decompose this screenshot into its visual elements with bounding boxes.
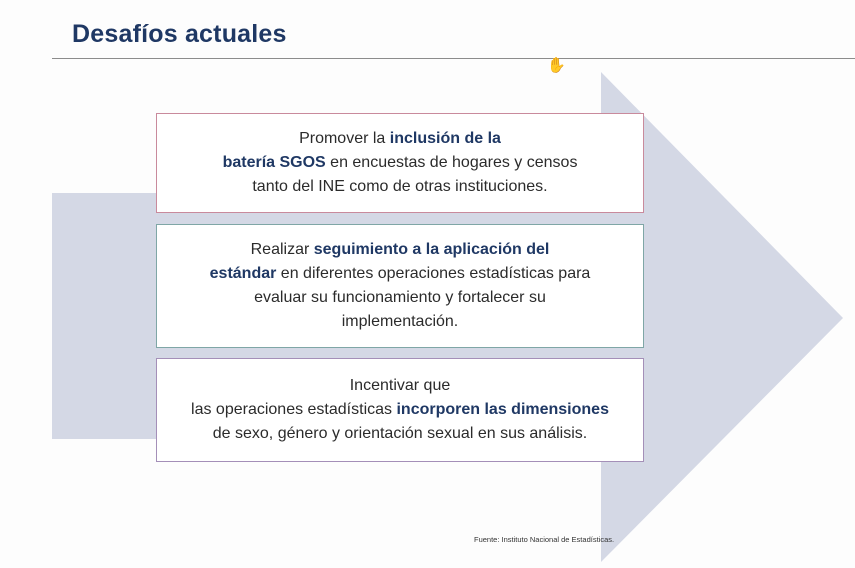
challenge-2-part-3: estándar: [209, 265, 277, 282]
challenge-text-3: [191, 374, 609, 446]
challenge-1-part-5: tanto del INE como de otras instituciones.: [252, 178, 548, 195]
challenge-2-part-6: implementación.: [341, 313, 459, 330]
challenge-3-part-4: de sexo, género y orientación sexual en sus análisis.: [212, 425, 588, 442]
challenge-box-1: [156, 113, 644, 213]
challenge-2-part-1: Realizar: [250, 241, 314, 258]
slide-title: Desafíos actuales: [72, 20, 287, 48]
challenge-text-1: [223, 127, 578, 199]
challenge-box-2: [156, 224, 644, 348]
challenge-1-part-2: inclusión de la: [389, 130, 501, 147]
challenge-3-part-3: incorporen las dimensiones: [396, 401, 609, 418]
challenge-2-part-4: en diferentes operaciones estadísticas para: [276, 265, 591, 282]
hand-cursor-icon: ✋: [547, 57, 566, 74]
challenge-3-part-1: Incentivar que: [349, 377, 451, 394]
challenge-1-part-1: Promover la: [299, 130, 390, 147]
challenge-box-3: [156, 358, 644, 462]
challenge-1-part-4: en encuestas de hogares y censos: [325, 154, 578, 171]
challenge-2-part-2: seguimiento a la aplicación del: [313, 241, 550, 258]
challenge-text-2: [210, 238, 591, 334]
source-note: Fuente: Instituto Nacional de Estadísticas.: [474, 535, 615, 544]
title-divider: [52, 58, 855, 59]
challenge-2-part-5: evaluar su funcionamiento y fortalecer su: [254, 289, 546, 306]
challenge-3-part-2: las operaciones estadísticas: [191, 401, 397, 418]
challenge-1-part-3: batería SGOS: [222, 154, 326, 171]
